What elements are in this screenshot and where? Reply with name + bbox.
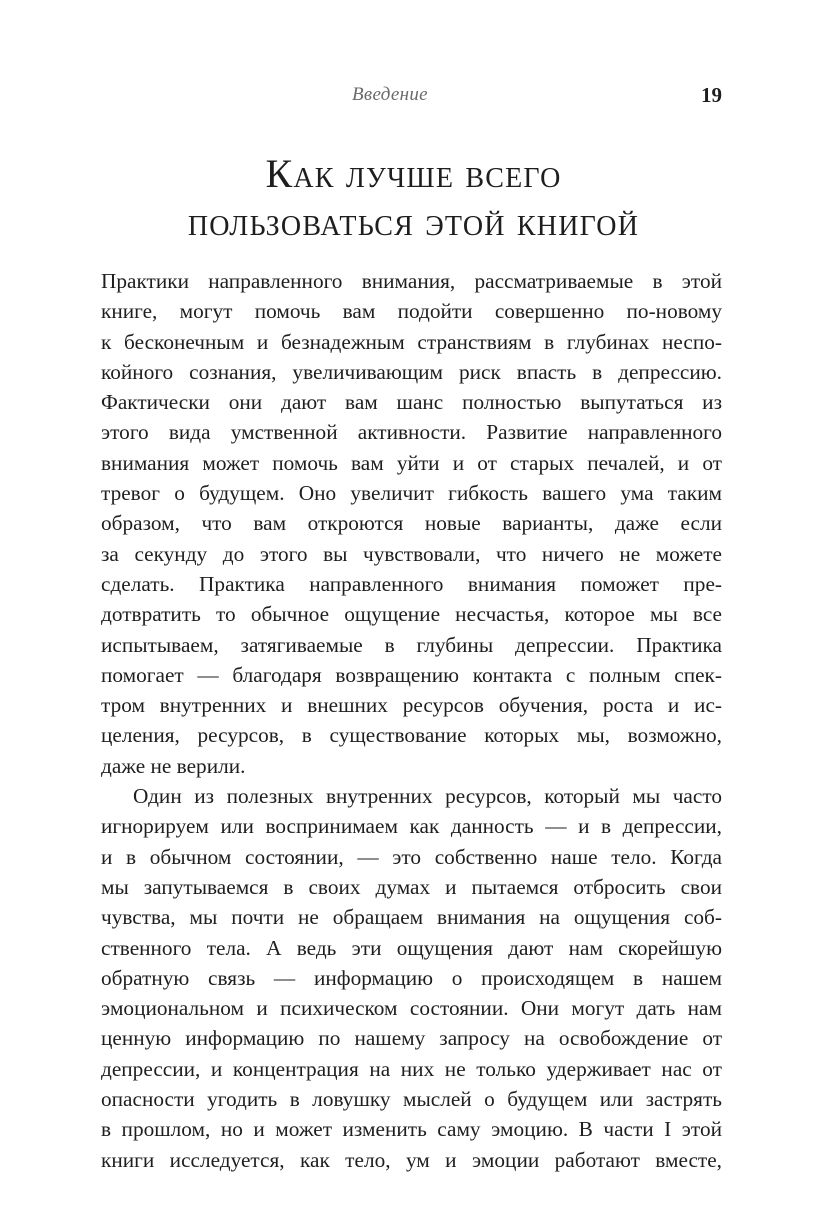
chapter-title-line: Как лучше всего <box>265 151 562 196</box>
page-number: 19 <box>701 83 722 107</box>
text-line: тревог о будущем. Оно увеличит гибкость вашего ума таким <box>101 481 722 506</box>
text-line: в прошлом, но и может изменить саму эмоцию. В части I этой <box>101 1117 722 1142</box>
chapter-title <box>0 150 827 246</box>
chapter-title-line: пользоваться этой книгой <box>187 199 640 244</box>
text-line: и в обычном состоянии, — это собственно наше тело. Когда <box>101 844 722 869</box>
text-line: за секунду до этого вы чувствовали, что ничего не можете <box>101 541 722 566</box>
paragraph-1 <box>101 266 722 781</box>
text-line: даже не верили. <box>101 753 246 778</box>
text-line: Один из полезных внутренних ресурсов, который мы часто <box>133 784 722 809</box>
text-line: образом, что вам откроются новые варианты, даже если <box>101 511 722 536</box>
text-line: чувства, мы почти не обращаем внимания на ощущения соб- <box>101 905 722 930</box>
running-head-section: Введение <box>352 84 428 105</box>
text-line: Практики направленного внимания, рассматриваемые в этой <box>101 269 722 293</box>
text-line: опасности угодить в ловушку мыслей о будущем или застрять <box>101 1087 722 1112</box>
text-line: к бесконечным и безнадежным странствиям в глубинах неспо- <box>101 329 722 354</box>
text-line: обратную связь — информацию о происходящем в нашем <box>101 965 722 990</box>
text-line: депрессии, и концентрация на них не только удерживает нас от <box>101 1056 722 1081</box>
text-line: этого вида умственной активности. Развитие направленного <box>101 420 722 445</box>
text-line: Фактически они дают вам шанс полностью выпутаться из <box>101 390 722 415</box>
text-line: внимания может помочь вам уйти и от старых печалей, и от <box>101 450 722 475</box>
text-line: сделать. Практика направленного внимания поможет пре- <box>101 571 722 596</box>
text-line: эмоциональном и психическом состоянии. Они могут дать нам <box>101 996 722 1021</box>
text-line: целения, ресурсов, в существование которых мы, возможно, <box>101 723 722 748</box>
body-text <box>101 266 722 1175</box>
text-line: игнорируем или воспринимаем как данность — и в депрессии, <box>101 814 722 839</box>
running-head <box>0 84 827 110</box>
text-line: мы запутываемся в своих думах и пытаемся отбросить свои <box>101 874 722 899</box>
text-line: помогает — благодаря возвращению контакта с полным спек- <box>101 662 722 687</box>
text-line: книге, могут помочь вам подойти совершенно по-новому <box>101 299 722 324</box>
text-line: испытываем, затягиваемые в глубины депрессии. Практика <box>101 632 722 657</box>
text-line: книги исследуется, как тело, ум и эмоции работают вместе, <box>101 1147 722 1172</box>
paragraph-2 <box>101 781 722 1175</box>
text-line: тром внутренних и внешних ресурсов обучения, роста и ис- <box>101 693 722 718</box>
text-line: ственного тела. А ведь эти ощущения дают нам скорейшую <box>101 935 722 960</box>
text-line: дотвратить то обычное ощущение несчастья, которое мы все <box>101 602 722 627</box>
text-line: ценную информацию по нашему запросу на освобождение от <box>101 1026 722 1051</box>
text-line: койного сознания, увеличивающим риск впасть в депрессию. <box>101 359 722 384</box>
